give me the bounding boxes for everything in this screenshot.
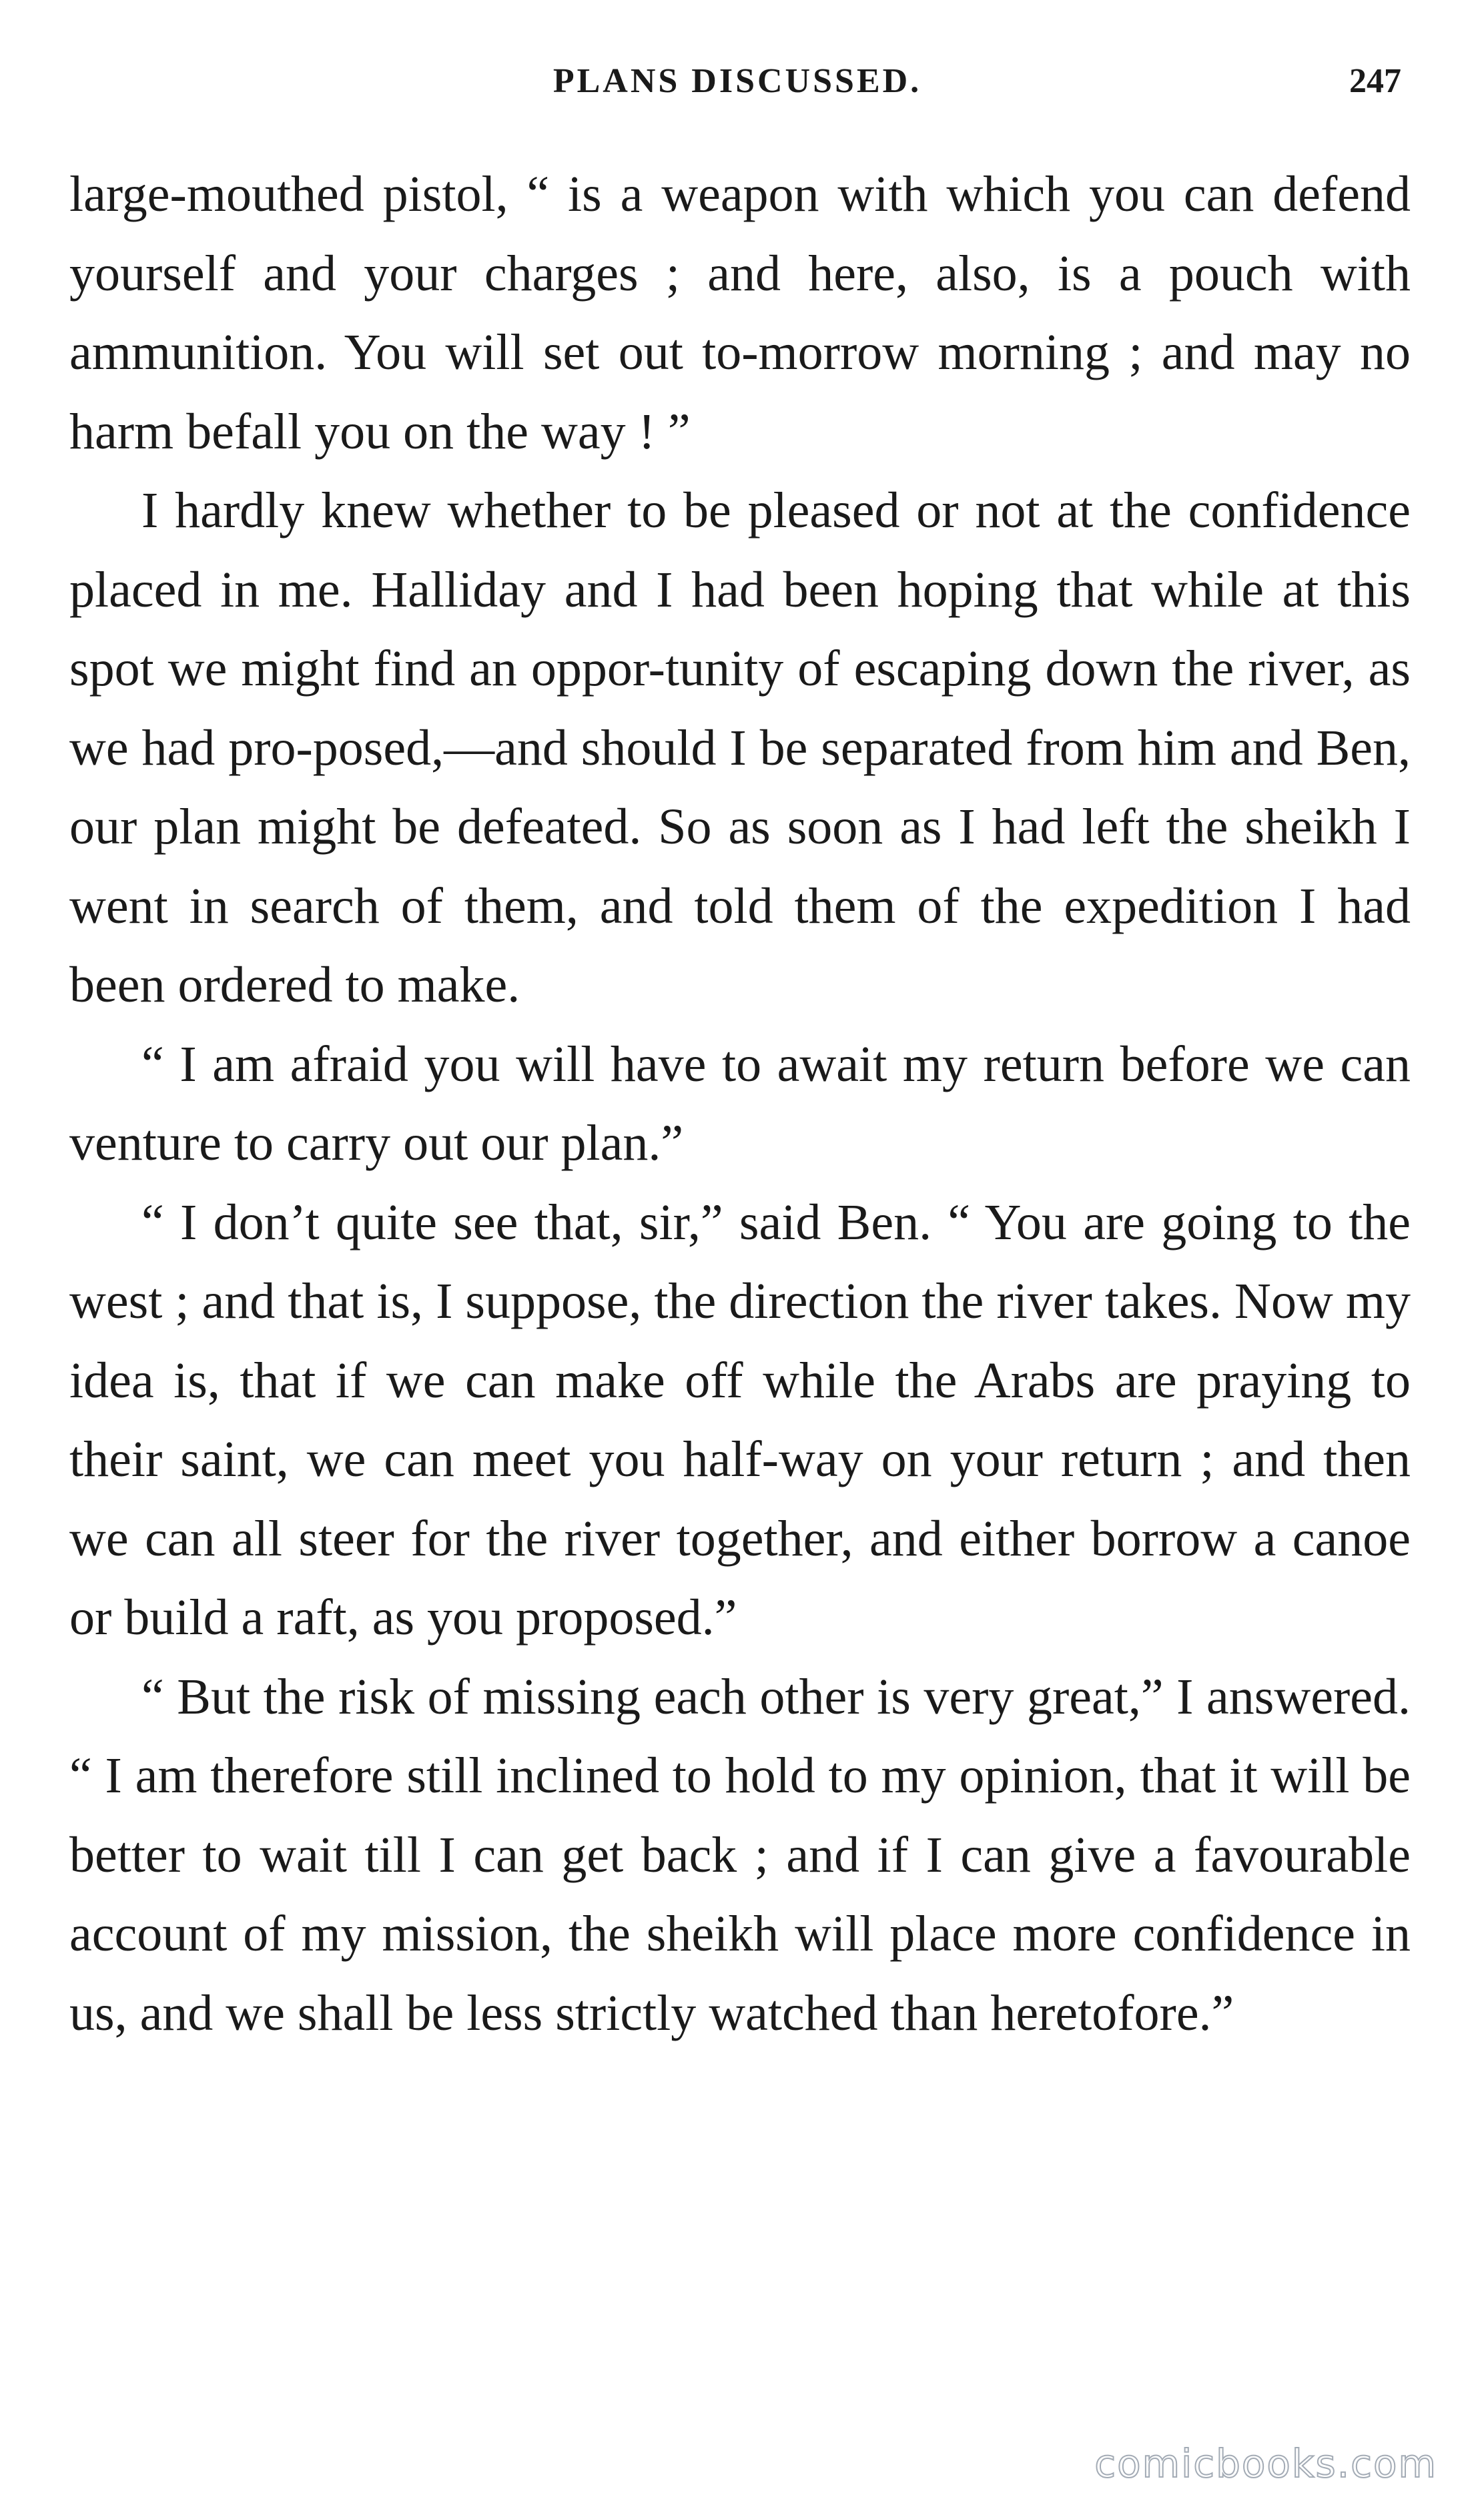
watermark: comicbooks.com xyxy=(1094,2441,1437,2486)
paragraph: “ I am afraid you will have to await my return before we can venture to carry out our plan.” xyxy=(69,1036,1411,1171)
body-text xyxy=(69,155,1411,2053)
running-title: PLANS DISCUSSED. xyxy=(552,62,922,100)
page-number: 247 xyxy=(1349,62,1401,100)
paragraph: “ I don’t quite see that, sir,” said Ben. “ You are going to the west ; and that is, I suppose, the direction the river takes. Now my idea is, that if we can make off while the Arabs are praying to their saint, we can meet you half-way on your return ; and then we can all steer for the river together, and either borrow a canoe or build a raft, as you proposed.” xyxy=(69,1194,1411,1646)
running-head xyxy=(73,61,1401,115)
paragraph: I hardly knew whether to be pleased or not at the confidence placed in me. Halliday and I had been hoping that while at this spot we might find an oppor-tunity of escaping down the river, as we had pro-posed,—and should I be separated from him and Ben, our plan might be defeated. So as soon as I had left the sheikh I went in search of them, and told them of the expedition I had been ordered to make. xyxy=(69,482,1411,1013)
paragraph: “ But the risk of missing each other is very great,” I answered. “ I am therefore still inclined to hold to my opinion, that it will be better to wait till I can get back ; and if I can give a favourable account of my mission, the sheikh will place more confidence in us, and we shall be less strictly watched than heretofore.” xyxy=(69,1668,1411,2041)
paragraph: large-mouthed pistol, “ is a weapon with which you can defend yourself and your charges ; and here, also, is a pouch with ammunition. You will set out to-morrow morning ; and may no harm befall you on the way ! ” xyxy=(69,166,1411,460)
